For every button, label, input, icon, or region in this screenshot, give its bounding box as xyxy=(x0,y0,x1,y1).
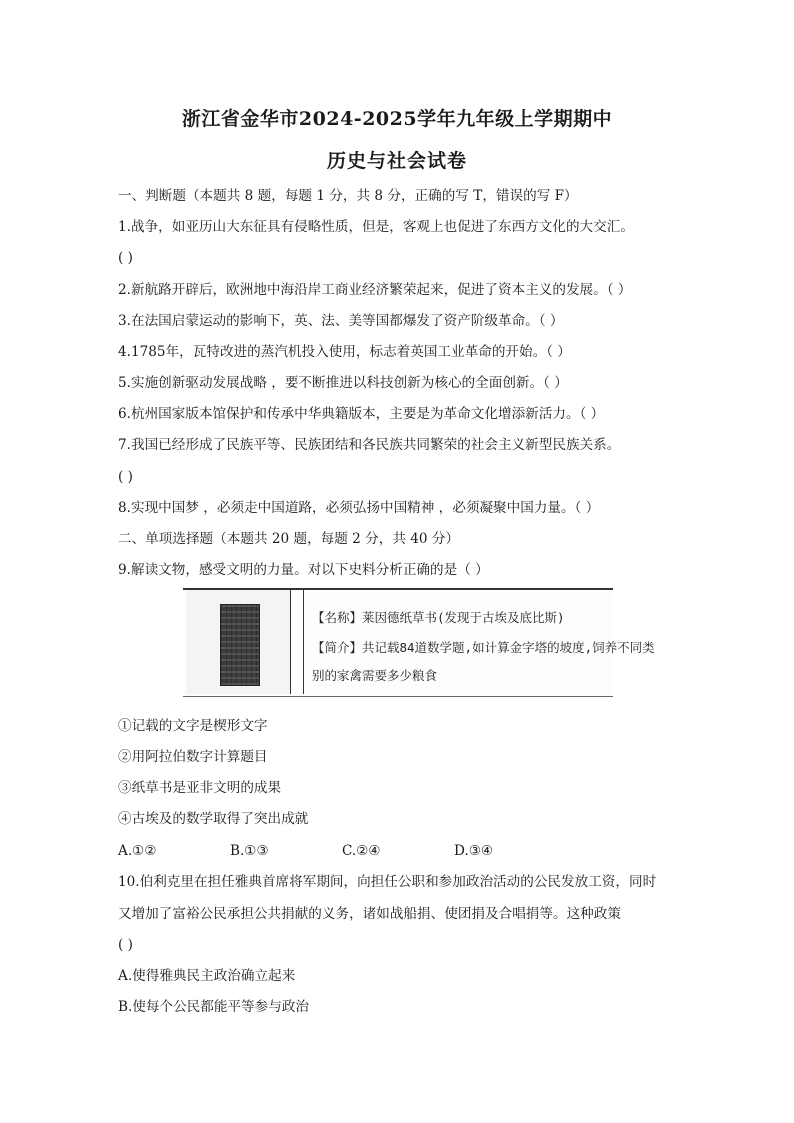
question-9-item-1: ①记载的文字是楔形文字 xyxy=(118,718,268,734)
question-10-option-a: A.使得雅典民主政治确立起来 xyxy=(118,968,296,984)
exam-title-line1: 浙江省金华市2024-2025学年九年级上学期期中 xyxy=(181,108,613,130)
question-10-line-1: 10.伯利克里在担任雅典首席将军期间，向担任公职和参加政治活动的公民发放工资，同时 xyxy=(118,874,657,890)
question-9-item-4: ④古埃及的数学取得了突出成就 xyxy=(118,811,309,827)
question-3: 3.在法国启蒙运动的影响下，英、法、美等国都爆发了资产阶级革命。（ ） xyxy=(118,313,564,329)
question-5: 5.实施创新驱动发展战略 ，要不断推进以科技创新为核心的全面创新。（ ） xyxy=(118,375,568,391)
question-9-item-3: ③纸草书是亚非文明的成果 xyxy=(118,780,282,796)
question-7-answer-blank: ( ) xyxy=(118,469,133,485)
papyrus-photo xyxy=(186,590,291,694)
papyrus-info-text xyxy=(303,590,655,694)
question-10-line-2: 又增加了富裕公民承担公共捐献的义务，诸如战船捐、使团捐及合唱捐等。这种政策 xyxy=(118,906,621,922)
question-8: 8.实现中国梦 ，必须走中国道路，必须弘扬中国精神 ，必须凝聚中国力量。（ ） xyxy=(118,500,600,516)
question-9-stem: 9.解读文物，感受文明的力量。对以下史料分析正确的是（ ） xyxy=(118,562,489,578)
question-7: 7.我国已经形成了民族平等、民族团结和各民族共同繁荣的社会主义新型民族关系。 xyxy=(118,437,621,453)
papyrus-image xyxy=(220,604,260,686)
papyrus-info-figure xyxy=(183,588,655,697)
question-10-option-b: B.使每个公民都能平等参与政治 xyxy=(118,999,310,1015)
question-9-option-c: C.②④ xyxy=(342,843,381,859)
question-1-answer-blank: ( ) xyxy=(118,250,133,266)
question-9-option-a: A.①② xyxy=(118,843,157,859)
question-4: 4.1785年，瓦特改进的蒸汽机投入使用，标志着英国工业革命的开始。（ ） xyxy=(118,344,571,360)
question-9-option-b: B.①③ xyxy=(230,843,269,859)
question-2: 2.新航路开辟后，欧洲地中海沿岸工商业经济繁荣起来，促进了资本主义的发展。（ ） xyxy=(118,282,632,298)
question-6: 6.杭州国家版本馆保护和传承中华典籍版本，主要是为革命文化增添新活力。（ ） xyxy=(118,406,605,422)
question-10-answer-blank: ( ) xyxy=(118,937,133,953)
question-1: 1.战争，如亚历山大东征具有侵略性质，但是，客观上也促进了东西方文化的大交汇。 xyxy=(118,219,634,235)
papyrus-intro-line-cont: 别的家禽需要多少粮食 xyxy=(312,668,438,683)
question-9-item-2: ②用阿拉伯数字计算题目 xyxy=(118,749,268,765)
papyrus-intro-line: 【简介】共记载84道数学题,如计算金字塔的坡度,饲养不同类 xyxy=(312,640,655,655)
papyrus-name-line: 【名称】莱因德纸草书(发现于古埃及底比斯) xyxy=(312,610,565,625)
section2-heading: 二、单项选择题（本题共 20 题，每题 2 分，共 40 分） xyxy=(118,531,460,547)
section1-heading: 一、判断题（本题共 8 题，每题 1 分，共 8 分，正确的写 T，错误的写 F） xyxy=(118,188,578,204)
question-9-option-d: D.③④ xyxy=(454,843,494,859)
exam-title-line2: 历史与社会试卷 xyxy=(326,150,467,172)
